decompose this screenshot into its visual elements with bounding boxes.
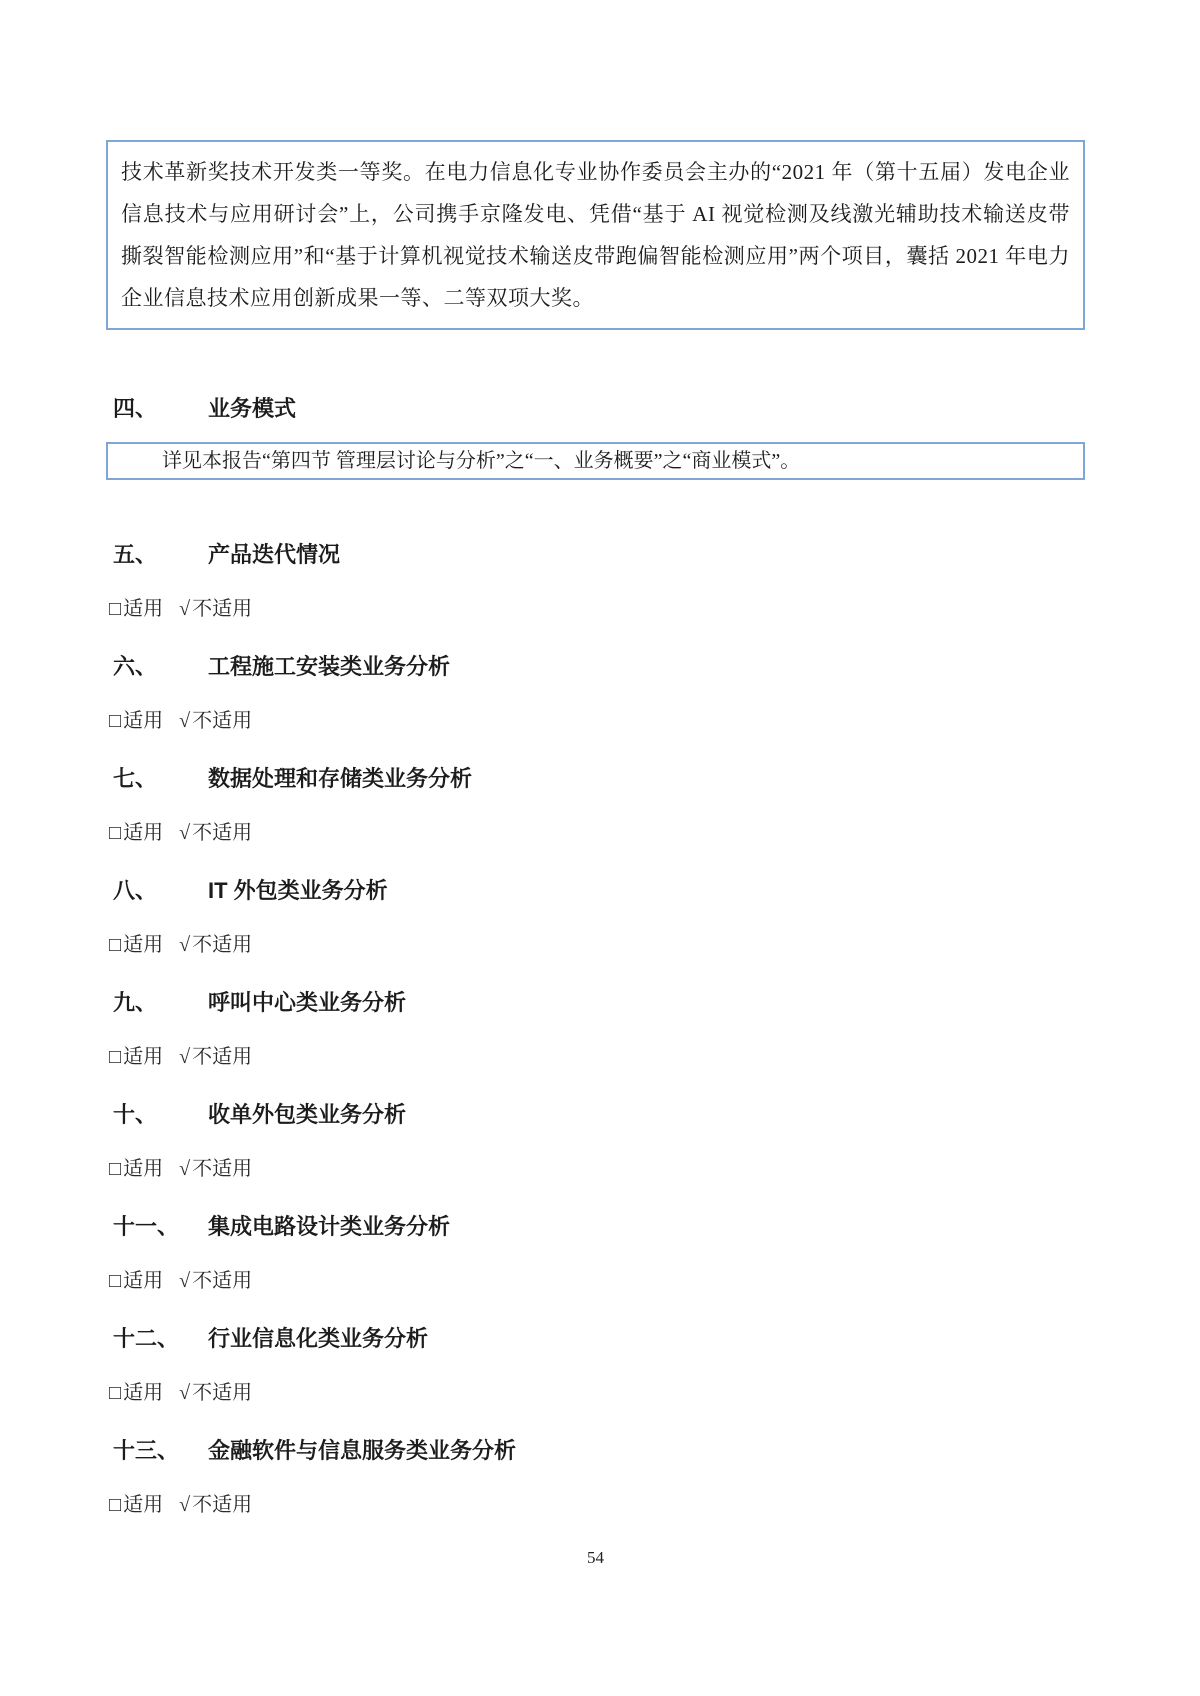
applicable-option <box>109 598 163 620</box>
applicability-line <box>109 820 1085 846</box>
checkmark-icon: √ <box>179 710 191 732</box>
section-heading <box>113 1212 1085 1242</box>
section-number: 五、 <box>113 542 158 567</box>
applicable-label: 适用 <box>123 1158 164 1180</box>
not-applicable-label: 不适用 <box>192 1270 253 1292</box>
applicability-line <box>109 1492 1085 1518</box>
applicable-label: 适用 <box>123 934 164 956</box>
section-heading <box>113 876 1085 906</box>
section-block-industry-informatization <box>106 1324 1085 1406</box>
checkbox-unchecked-icon: □ <box>109 1158 122 1180</box>
applicable-label: 适用 <box>123 1382 164 1404</box>
section-title: 行业信息化类业务分析 <box>208 1326 429 1351</box>
section-number: 十、 <box>113 1102 158 1127</box>
not-applicable-label: 不适用 <box>192 1046 253 1068</box>
not-applicable-label: 不适用 <box>192 710 253 732</box>
not-applicable-label: 不适用 <box>192 1158 253 1180</box>
section-heading-business-model <box>113 394 1085 424</box>
section-block-data-processing <box>106 764 1085 846</box>
section-title: 产品迭代情况 <box>208 542 341 567</box>
applicability-line <box>109 1380 1085 1406</box>
section-number: 四、 <box>113 396 158 421</box>
section-number: 十三、 <box>113 1438 180 1463</box>
applicable-option <box>109 1494 163 1516</box>
checkmark-icon: √ <box>179 1494 191 1516</box>
applicable-option <box>109 710 163 732</box>
not-applicable-label: 不适用 <box>192 822 253 844</box>
not-applicable-option <box>179 1046 252 1068</box>
page-number: 54 <box>587 1548 604 1567</box>
applicable-label: 适用 <box>123 598 164 620</box>
section-heading <box>113 988 1085 1018</box>
section-number: 十二、 <box>113 1326 180 1351</box>
section-title: 呼叫中心类业务分析 <box>208 990 407 1015</box>
not-applicable-option <box>179 1494 252 1516</box>
checkmark-icon: √ <box>179 934 191 956</box>
checkmark-icon: √ <box>179 1046 191 1068</box>
applicable-option <box>109 822 163 844</box>
applicable-label: 适用 <box>123 710 164 732</box>
applicable-option <box>109 1382 163 1404</box>
not-applicable-option <box>179 1270 252 1292</box>
checkbox-unchecked-icon: □ <box>109 1382 122 1404</box>
section-heading <box>113 764 1085 794</box>
applicable-option <box>109 934 163 956</box>
applicability-line <box>109 708 1085 734</box>
applicability-line <box>109 1156 1085 1182</box>
section-block-construction <box>106 652 1085 734</box>
section-heading <box>113 1100 1085 1130</box>
checkbox-unchecked-icon: □ <box>109 598 122 620</box>
checkmark-icon: √ <box>179 1382 191 1404</box>
not-applicable-option <box>179 710 252 732</box>
applicable-option <box>109 1270 163 1292</box>
checkmark-icon: √ <box>179 1270 191 1292</box>
checkmark-icon: √ <box>179 822 191 844</box>
section-heading <box>113 540 1085 570</box>
checkmark-icon: √ <box>179 598 191 620</box>
section-title: 工程施工安装类业务分析 <box>208 654 451 679</box>
checkbox-unchecked-icon: □ <box>109 934 122 956</box>
section-title: IT 外包类业务分析 <box>208 878 388 903</box>
checkbox-unchecked-icon: □ <box>109 822 122 844</box>
award-paragraph-box <box>106 140 1085 330</box>
section-number: 九、 <box>113 990 158 1015</box>
section-title: 集成电路设计类业务分析 <box>208 1214 451 1239</box>
section-title: 收单外包类业务分析 <box>208 1102 407 1127</box>
applicable-label: 适用 <box>123 1270 164 1292</box>
section-title: 金融软件与信息服务类业务分析 <box>208 1438 517 1463</box>
business-model-note-box <box>106 442 1085 480</box>
not-applicable-label: 不适用 <box>192 1382 253 1404</box>
applicable-label: 适用 <box>123 1494 164 1516</box>
section-block-product-iteration <box>106 540 1085 622</box>
applicable-label: 适用 <box>123 822 164 844</box>
not-applicable-option <box>179 822 252 844</box>
applicability-line <box>109 932 1085 958</box>
applicable-label: 适用 <box>123 1046 164 1068</box>
applicability-line <box>109 1044 1085 1070</box>
section-number: 十一、 <box>113 1214 180 1239</box>
section-heading <box>113 1436 1085 1466</box>
checkmark-icon: √ <box>179 1158 191 1180</box>
section-number: 七、 <box>113 766 158 791</box>
section-number: 八、 <box>113 878 158 903</box>
applicable-option <box>109 1158 163 1180</box>
section-heading <box>113 1324 1085 1354</box>
checkbox-unchecked-icon: □ <box>109 710 122 732</box>
applicability-line <box>109 596 1085 622</box>
not-applicable-label: 不适用 <box>192 1494 253 1516</box>
section-block-ic-design <box>106 1212 1085 1294</box>
section-title: 业务模式 <box>208 396 297 421</box>
not-applicable-option <box>179 598 252 620</box>
applicability-line <box>109 1268 1085 1294</box>
business-model-note-text: 详见本报告“第四节 管理层讨论与分析”之“一、业务概要”之“商业模式”。 <box>162 450 801 472</box>
section-block-acquiring-outsourcing <box>106 1100 1085 1182</box>
sections-list <box>106 540 1085 1518</box>
section-block-it-outsourcing <box>106 876 1085 958</box>
not-applicable-label: 不适用 <box>192 598 253 620</box>
section-block-financial-software <box>106 1436 1085 1518</box>
checkbox-unchecked-icon: □ <box>109 1494 122 1516</box>
award-paragraph-text: 技术革新奖技术开发类一等奖。在电力信息化专业协作委员会主办的“2021 年（第十五届）发电企业信息技术与应用研讨会”上，公司携手京隆发电、凭借“基于 AI 视觉检测及线激光辅助技术输送皮带撕裂智能检测应用”和“基于计算机视觉技术输送皮带跑偏智能检测应用”两个项目，囊括 2021 年电力企业信息技术应用创新成果一等、二等双项大奖。 <box>121 160 1070 310</box>
checkbox-unchecked-icon: □ <box>109 1270 122 1292</box>
section-number: 六、 <box>113 654 158 679</box>
not-applicable-option <box>179 1382 252 1404</box>
not-applicable-option <box>179 1158 252 1180</box>
checkbox-unchecked-icon: □ <box>109 1046 122 1068</box>
applicable-option <box>109 1046 163 1068</box>
section-block-call-center <box>106 988 1085 1070</box>
not-applicable-label: 不适用 <box>192 934 253 956</box>
section-title: 数据处理和存储类业务分析 <box>208 766 473 791</box>
section-heading <box>113 652 1085 682</box>
not-applicable-option <box>179 934 252 956</box>
